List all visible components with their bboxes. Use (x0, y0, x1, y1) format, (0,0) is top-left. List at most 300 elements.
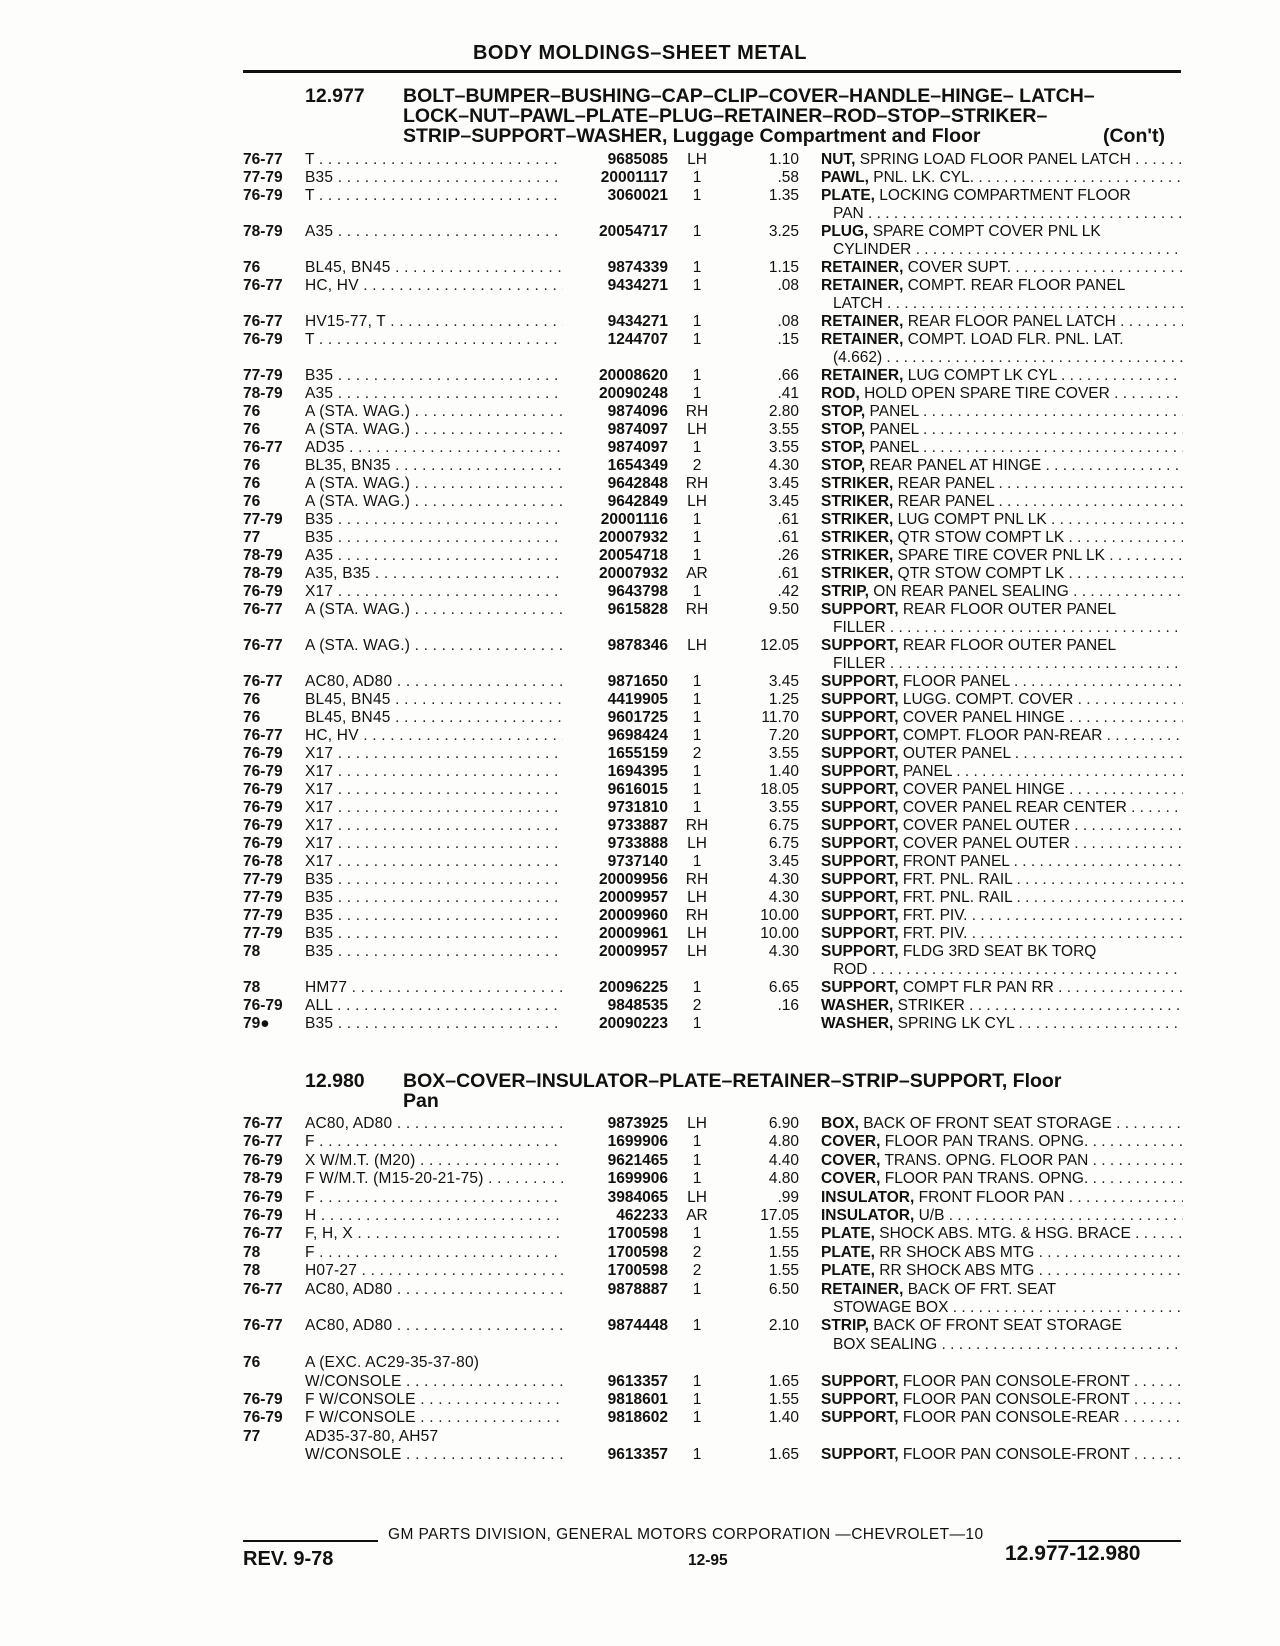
model-code: F . . . (305, 1244, 563, 1262)
part-name: SUPPORT, (821, 763, 899, 780)
price: 6.75 (768, 817, 799, 834)
quantity: 1 (692, 223, 702, 240)
model-year: 76 (243, 475, 261, 492)
description-text: REAR PANEL AT HINGE . . . (870, 457, 1183, 474)
part-row (0, 781, 1280, 799)
header-rule (243, 70, 1181, 73)
model-code: X17 . . . (305, 745, 563, 763)
part-number: 9874097 (607, 439, 668, 456)
description-continuation: FILLER . . . (833, 655, 1183, 673)
part-name: COVER, (821, 1133, 881, 1151)
quantity: 1 (692, 781, 702, 798)
quantity: 1 (692, 673, 702, 690)
quantity: 1 (692, 511, 702, 528)
quantity: LH (687, 889, 707, 906)
quantity: 1 (692, 367, 702, 384)
part-name: COVER, (821, 1151, 881, 1169)
model-year: 76-77 (243, 439, 283, 456)
part-number: 1654349 (607, 457, 668, 474)
part-number: 9613357 (607, 1372, 668, 1390)
price: 4.30 (768, 889, 799, 906)
part-description (821, 277, 1183, 295)
part-description (821, 493, 1183, 511)
part-row (0, 421, 1280, 439)
description-text: LUGG. COMPT. COVER . . . (903, 691, 1183, 708)
part-name: SUPPORT, (821, 709, 899, 726)
part-name: SUPPORT, (821, 637, 899, 654)
section-heading-12977 (305, 86, 1185, 146)
price: 4.40 (768, 1151, 799, 1169)
description-text: FRT. PIV. . . . (903, 925, 1183, 942)
price: .61 (777, 511, 799, 528)
part-description (821, 763, 1183, 781)
part-row (0, 403, 1280, 421)
model-year: 76-77 (243, 313, 283, 330)
price: 17.05 (760, 1207, 799, 1224)
description-text: FRT. PNL. RAIL . . . (903, 871, 1183, 888)
model-code: F . . . (305, 1133, 563, 1151)
part-description (821, 1446, 1183, 1464)
description-text: SPARE TIRE COVER PNL LK . . . (898, 547, 1183, 564)
part-number: 20009957 (599, 889, 668, 906)
price: 4.30 (768, 943, 799, 960)
part-name: SUPPORT, (821, 835, 899, 852)
part-name: STOP, (821, 421, 866, 438)
quantity: 1 (692, 169, 702, 186)
model-code: B35 . . . (305, 943, 563, 961)
model-year: 76-79 (243, 835, 283, 852)
model-code: F W/CONSOLE . . . (305, 1409, 563, 1427)
part-number: 20054718 (599, 547, 668, 564)
part-description (821, 979, 1183, 997)
model-code: AD35 . . . (305, 439, 563, 457)
quantity: 1 (692, 1372, 702, 1390)
price: .08 (777, 277, 799, 294)
part-row (0, 799, 1280, 817)
model-year: 76-77 (243, 277, 283, 294)
part-row (0, 1225, 1280, 1243)
model-year: 77-79 (243, 511, 283, 528)
part-row (0, 1446, 1280, 1464)
part-description (821, 421, 1183, 439)
quantity: 1 (692, 529, 702, 546)
description-text: SHOCK ABS. MTG. & HSG. BRACE . . . (879, 1225, 1183, 1242)
price: 1.55 (768, 1225, 799, 1243)
part-row (0, 835, 1280, 853)
quantity: LH (687, 493, 707, 510)
model-code: A (STA. WAG.) . . . (305, 601, 563, 619)
part-name: SUPPORT, (821, 817, 899, 834)
part-number: 1244707 (607, 331, 668, 348)
model-code: T . . . (305, 151, 563, 169)
description-text: COMPT FLR PAN RR . . . (903, 979, 1183, 996)
part-number: 9874448 (607, 1317, 668, 1335)
description-text: SPARE COMPT COVER PNL LK (872, 223, 1101, 240)
description-text: FLOOR PAN CONSOLE-REAR . . . (903, 1409, 1183, 1426)
quantity: 1 (692, 583, 702, 600)
model-code: F . . . (305, 1189, 563, 1207)
model-year: 76-77 (243, 601, 283, 618)
part-row (0, 853, 1280, 871)
description-text: PANEL . . . (870, 403, 1183, 420)
part-name: STRIP, (821, 1317, 869, 1335)
part-number: 9874096 (607, 403, 668, 420)
part-description (821, 403, 1183, 421)
price: 1.40 (768, 1409, 799, 1427)
part-description (821, 187, 1183, 205)
part-row (0, 565, 1280, 583)
part-name: SUPPORT, (821, 907, 899, 924)
part-number: 20009956 (599, 871, 668, 888)
part-description (821, 781, 1183, 799)
model-year: 77 (243, 1427, 261, 1445)
section-number: 12.980 (305, 1070, 365, 1092)
description-text: QTR STOW COMPT LK . . . (898, 565, 1183, 582)
quantity: 2 (692, 457, 702, 474)
price: 11.70 (761, 709, 799, 726)
price: .66 (777, 367, 799, 384)
part-row (0, 511, 1280, 529)
quantity: LH (687, 835, 707, 852)
part-name: RETAINER, (821, 367, 904, 384)
part-description (821, 223, 1183, 241)
model-year: 78-79 (243, 223, 283, 240)
price: .42 (777, 583, 799, 600)
part-row (0, 331, 1280, 349)
part-description (821, 169, 1183, 187)
part-number: 9871650 (607, 673, 668, 690)
part-number: 3984065 (607, 1188, 668, 1206)
price: 3.45 (768, 475, 799, 492)
part-number: 1655159 (607, 745, 668, 762)
part-description (821, 835, 1183, 853)
part-number: 9818601 (607, 1391, 668, 1408)
price: 6.90 (768, 1115, 799, 1132)
quantity: LH (687, 1115, 707, 1132)
part-name: SUPPORT, (821, 1391, 899, 1408)
page-header: BODY MOLDINGS–SHEET METAL (472, 42, 807, 64)
model-code: ALL . . . (305, 997, 563, 1015)
part-name: WASHER, (821, 997, 894, 1014)
part-number: 1700598 (607, 1243, 668, 1261)
part-name: SUPPORT, (821, 889, 899, 906)
part-description (821, 259, 1183, 277)
part-number: 9733888 (607, 835, 668, 852)
part-description (821, 925, 1183, 943)
price: 2.80 (768, 403, 799, 420)
quantity: 1 (692, 1170, 702, 1188)
part-number: 9615828 (607, 601, 668, 618)
part-name: STRIKER, (821, 529, 894, 546)
part-row (0, 1391, 1280, 1409)
model-code: BL45, BN45 . . . (305, 709, 563, 727)
quantity: 2 (692, 1243, 702, 1261)
part-row (0, 187, 1280, 205)
description-continuation: ROD . . . (833, 961, 1183, 979)
price: 9.50 (768, 601, 799, 618)
part-row (0, 601, 1280, 619)
part-number: 20009961 (599, 925, 668, 942)
part-name: SUPPORT, (821, 925, 899, 942)
description-text: FLOOR PAN CONSOLE-FRONT . . . (903, 1373, 1183, 1390)
quantity: RH (685, 817, 709, 834)
price: 3.45 (768, 853, 799, 870)
part-row (0, 583, 1280, 601)
price: 6.75 (768, 835, 799, 852)
part-name: RETAINER, (821, 313, 904, 330)
model-year: 76 (243, 691, 261, 708)
part-name: PLUG, (821, 223, 869, 240)
part-row (0, 1189, 1280, 1207)
part-row (0, 1428, 1280, 1446)
model-code: F W/CONSOLE . . . (305, 1391, 563, 1409)
part-number: 20001116 (600, 511, 668, 528)
model-year: 76-79 (243, 763, 283, 780)
quantity: RH (685, 475, 709, 492)
description-text: REAR FLOOR OUTER PANEL (902, 601, 1117, 618)
model-year: 77-79 (243, 907, 283, 924)
part-name: ROD, (821, 385, 860, 402)
description-text: REAR PANEL . . . (898, 493, 1183, 510)
part-description (821, 907, 1183, 925)
description-text: REAR FLOOR PANEL LATCH . . . (908, 313, 1183, 330)
part-description (821, 1189, 1183, 1207)
description-text: FRT. PNL. RAIL . . . (903, 889, 1183, 906)
part-row (0, 1244, 1280, 1262)
part-number: 9733887 (607, 817, 668, 834)
quantity: LH (687, 421, 707, 438)
part-row (0, 259, 1280, 277)
price: 18.05 (760, 781, 799, 798)
description-text: REAR FLOOR OUTER PANEL (902, 637, 1117, 654)
model-year: 78 (243, 1262, 261, 1280)
description-text: OUTER PANEL . . . (903, 745, 1183, 762)
quantity: RH (685, 601, 709, 618)
price: 1.55 (768, 1243, 799, 1261)
part-row (0, 763, 1280, 781)
section-title-plain: Floor (1007, 1070, 1062, 1092)
part-description (821, 871, 1183, 889)
part-description (821, 637, 1183, 655)
part-row (0, 1317, 1280, 1335)
description-text: LUG COMPT PNL LK . . . (898, 511, 1183, 528)
model-year: 78 (243, 979, 261, 996)
part-description (821, 1015, 1183, 1033)
part-row (0, 529, 1280, 547)
description-text: FRONT PANEL . . . (903, 853, 1183, 870)
price: 3.45 (768, 673, 799, 690)
part-name: INSULATOR, (821, 1207, 915, 1224)
part-row (0, 889, 1280, 907)
model-year: 76 (243, 457, 261, 474)
part-name: STRIKER, (821, 565, 894, 582)
quantity: 1 (692, 1133, 702, 1151)
part-row (0, 637, 1280, 655)
model-code: AD35-37-80, AH57 (305, 1427, 439, 1445)
part-row (0, 1170, 1280, 1188)
quantity: 1 (692, 727, 702, 744)
price: 4.80 (768, 1170, 799, 1188)
price: 3.55 (768, 439, 799, 456)
description-text: SPRING LK CYL . . . (898, 1015, 1183, 1032)
part-number: 9685085 (607, 151, 668, 168)
part-name: SUPPORT, (821, 853, 899, 870)
part-name: RETAINER, (821, 1280, 904, 1298)
part-description (821, 367, 1183, 385)
section-number: 12.977 (305, 85, 365, 107)
description-continuation: PAN . . . (833, 205, 1183, 223)
description-text: FLDG 3RD SEAT BK TORQ (902, 943, 1097, 960)
part-number: 9616015 (607, 781, 668, 798)
model-year: 76-79 (243, 781, 283, 798)
description-text: LOCKING COMPARTMENT FLOOR (879, 187, 1131, 204)
section-heading-12980 (305, 1071, 1185, 1111)
part-row (0, 313, 1280, 331)
part-row (0, 943, 1280, 961)
part-number: 9642848 (607, 475, 668, 492)
model-year: 78-79 (243, 547, 283, 564)
part-description (821, 1115, 1183, 1133)
quantity: LH (687, 943, 707, 960)
part-row (0, 871, 1280, 889)
model-code: AC80, AD80 . . . (305, 673, 563, 691)
model-year: 76-77 (243, 673, 283, 690)
model-code: A (STA. WAG.) . . . (305, 421, 563, 439)
model-code: T . . . (305, 331, 563, 349)
part-name: PAWL, (821, 169, 869, 186)
quantity: RH (685, 871, 709, 888)
part-name: SUPPORT, (821, 601, 899, 618)
price: 1.55 (768, 1391, 799, 1408)
part-number: 20008620 (599, 367, 668, 384)
part-row (0, 475, 1280, 493)
quantity: 1 (692, 1015, 702, 1032)
description-text: U/B . . . (919, 1207, 1183, 1224)
section-title-line: Pan (403, 1090, 439, 1112)
quantity: 1 (692, 1225, 702, 1243)
part-number: 20007932 (599, 529, 668, 546)
part-description (821, 1281, 1183, 1299)
part-name: PLATE, (821, 1243, 875, 1261)
part-number: 9878346 (607, 637, 668, 654)
model-year: 77-79 (243, 367, 283, 384)
description-text: FLOOR PAN TRANS. OPNG. . . . (885, 1133, 1183, 1150)
model-code: A35 . . . (305, 223, 563, 241)
part-number: 20090248 (599, 385, 668, 402)
part-name: SUPPORT, (821, 871, 899, 888)
part-name: STOP, (821, 457, 866, 474)
part-description (821, 943, 1183, 961)
part-number: 9818602 (607, 1409, 668, 1427)
model-code: AC80, AD80 . . . (305, 1317, 563, 1335)
model-code: B35 . . . (305, 529, 563, 547)
model-code: X17 . . . (305, 799, 563, 817)
footer-page-number: 12-95 (688, 1552, 728, 1569)
part-number: 9874097 (607, 421, 668, 438)
model-code: A35 . . . (305, 385, 563, 403)
part-name: WASHER, (821, 1015, 894, 1032)
part-description (821, 151, 1183, 169)
part-name: STRIP, (821, 583, 869, 600)
model-year: 76-77 (243, 1115, 283, 1132)
model-code: B35 . . . (305, 871, 563, 889)
model-year: 77-79 (243, 925, 283, 942)
price: .41 (777, 385, 799, 402)
part-description (821, 997, 1183, 1015)
part-description (821, 313, 1183, 331)
model-year: 76-79 (243, 745, 283, 762)
part-description (821, 1152, 1183, 1170)
model-year: 76 (243, 1354, 261, 1372)
price: .16 (777, 997, 799, 1014)
model-code: B35 . . . (305, 1015, 563, 1033)
part-row (0, 979, 1280, 997)
part-row (0, 691, 1280, 709)
part-number: 9434271 (607, 313, 668, 330)
part-number: 9874339 (607, 259, 668, 276)
model-code: HC, HV . . . (305, 277, 563, 295)
part-number: 20009960 (599, 907, 668, 924)
price: .08 (777, 313, 799, 330)
model-code: A (STA. WAG.) . . . (305, 403, 563, 421)
description-text: COMPT. FLOOR PAN-REAR . . . (903, 727, 1183, 744)
part-row (0, 1281, 1280, 1299)
part-number: 20096225 (599, 979, 668, 996)
part-row (0, 1409, 1280, 1427)
model-code: F W/M.T. (M15-20-21-75) . . . (305, 1170, 563, 1188)
section-title-plain: Luggage Compartment and Floor (667, 125, 981, 147)
description-text: COVER PANEL HINGE . . . (903, 781, 1183, 798)
quantity: LH (687, 925, 707, 942)
description-text: BACK OF FRONT SEAT STORAGE (873, 1317, 1122, 1335)
model-year: 76-79 (243, 1207, 283, 1224)
part-row (0, 547, 1280, 565)
quantity: 1 (692, 799, 702, 816)
description-text: COVER PANEL OUTER . . . (903, 817, 1183, 834)
price: .61 (777, 565, 799, 582)
part-description (821, 1409, 1183, 1427)
model-year: 76-78 (243, 853, 283, 870)
part-number: 462233 (616, 1207, 668, 1224)
part-number: 9848535 (607, 997, 668, 1014)
part-number: 9613357 (607, 1446, 668, 1464)
model-year: 76-79 (243, 799, 283, 816)
description-text: COVER PANEL REAR CENTER . . . (903, 799, 1183, 816)
part-number: 1699906 (607, 1170, 668, 1188)
model-code: A (EXC. AC29-35-37-80) (305, 1354, 480, 1372)
description-continuation: FILLER . . . (833, 619, 1183, 637)
model-year: 76 (243, 403, 261, 420)
part-name: SUPPORT, (821, 943, 899, 960)
model-year: 78 (243, 1243, 261, 1261)
quantity: 1 (692, 979, 702, 996)
model-code: A35, B35 . . . (305, 565, 563, 583)
quantity: 1 (692, 1317, 702, 1335)
model-code: A (STA. WAG.) . . . (305, 493, 563, 511)
model-year: 76-77 (243, 1280, 283, 1298)
model-year: 76-79 (243, 1409, 283, 1427)
footer-publisher: GM PARTS DIVISION, GENERAL MOTORS CORPORATION —CHEVROLET—10 (388, 1526, 984, 1543)
quantity: 1 (692, 1151, 702, 1169)
model-code: AC80, AD80 . . . (305, 1281, 563, 1299)
section-title-line (403, 1071, 1185, 1091)
part-number: 20009957 (599, 943, 668, 960)
price: 4.30 (768, 457, 799, 474)
price: 1.35 (768, 187, 799, 204)
part-name: STOP, (821, 439, 866, 456)
part-row (0, 709, 1280, 727)
part-name: SUPPORT, (821, 1409, 899, 1427)
